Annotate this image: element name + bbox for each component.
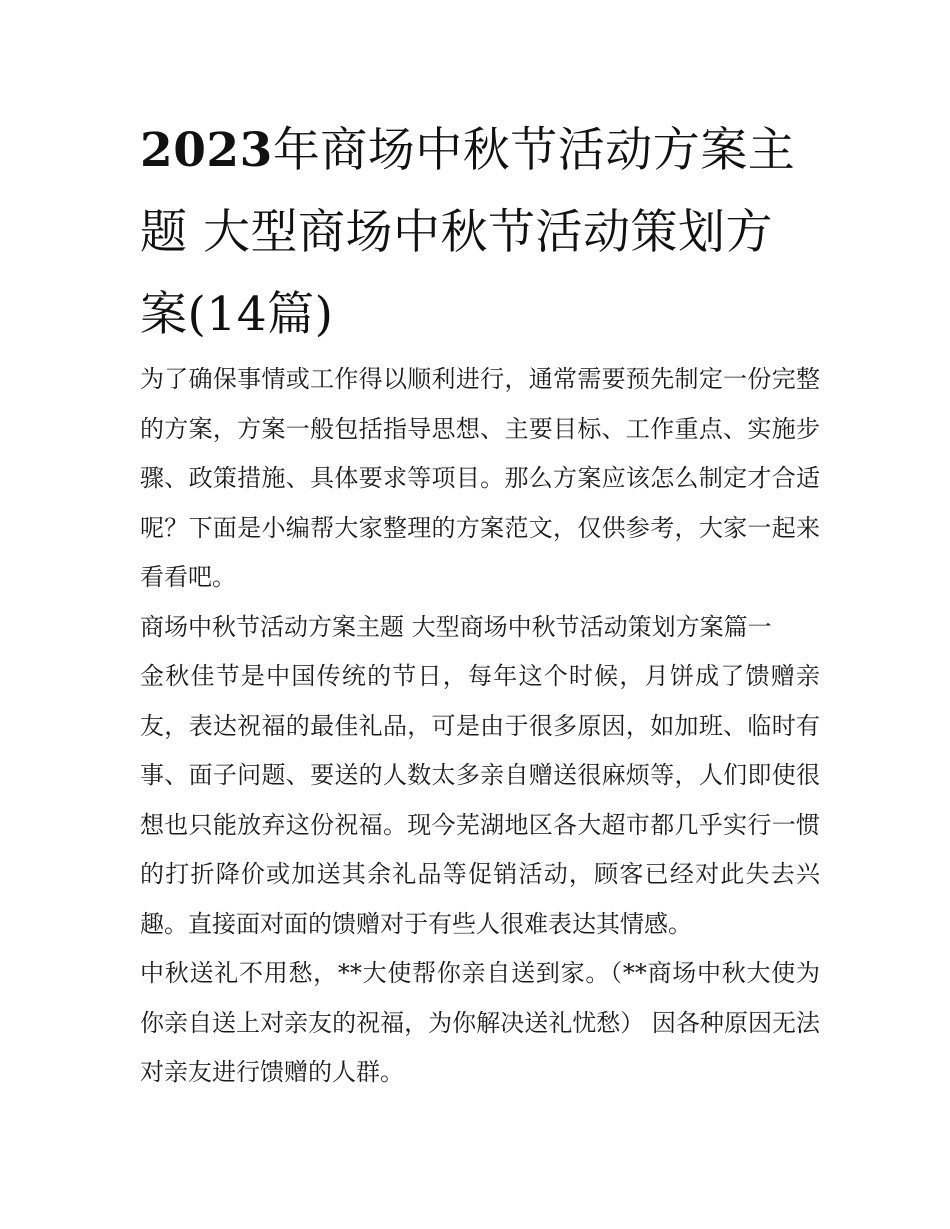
document-title	[140, 110, 820, 356]
body-paragraph: 金秋佳节是中国传统的节日，每年这个时候，月饼成了馈赠亲友，表达祝福的最佳礼品，可是由于很多原因，如加班、临时有事、面子问题、要送的人数太多亲自赠送很麻烦等，人们即使很想也只能放弃这份祝福。现今芜湖地区各大超市都几乎实行一惯的打折降价或加送其余礼品等促销活动，顾客已经对此失去兴趣。直接面对面的馈赠对于有些人很难表达其情感。	[140, 662, 820, 938]
title-text: 年商场中秋节活动方案主题 大型商场中秋节活动策划方案(14篇)	[140, 123, 796, 342]
intro-paragraph: 为了确保事情或工作得以顺利进行，通常需要预先制定一份完整的方案，方案一般包括指导思想、主要目标、工作重点、实施步骤、政策措施、具体要求等项目。那么方案应该怎么制定才合适呢？下面是小编帮大家整理的方案范文，仅供参考，大家一起来看看吧。	[140, 365, 820, 591]
body-paragraph: 中秋送礼不用愁，**大使帮你亲自送到家。（**商场中秋大使为你亲自送上对亲友的祝福，为你解决送礼忧愁） 因各种原因无法对亲友进行馈赠的人群。	[140, 959, 820, 1086]
section-heading: 商场中秋节活动方案主题 大型商场中秋节活动策划方案篇一	[140, 612, 772, 641]
document-body	[140, 355, 820, 1098]
title-year: 2023	[140, 123, 273, 178]
